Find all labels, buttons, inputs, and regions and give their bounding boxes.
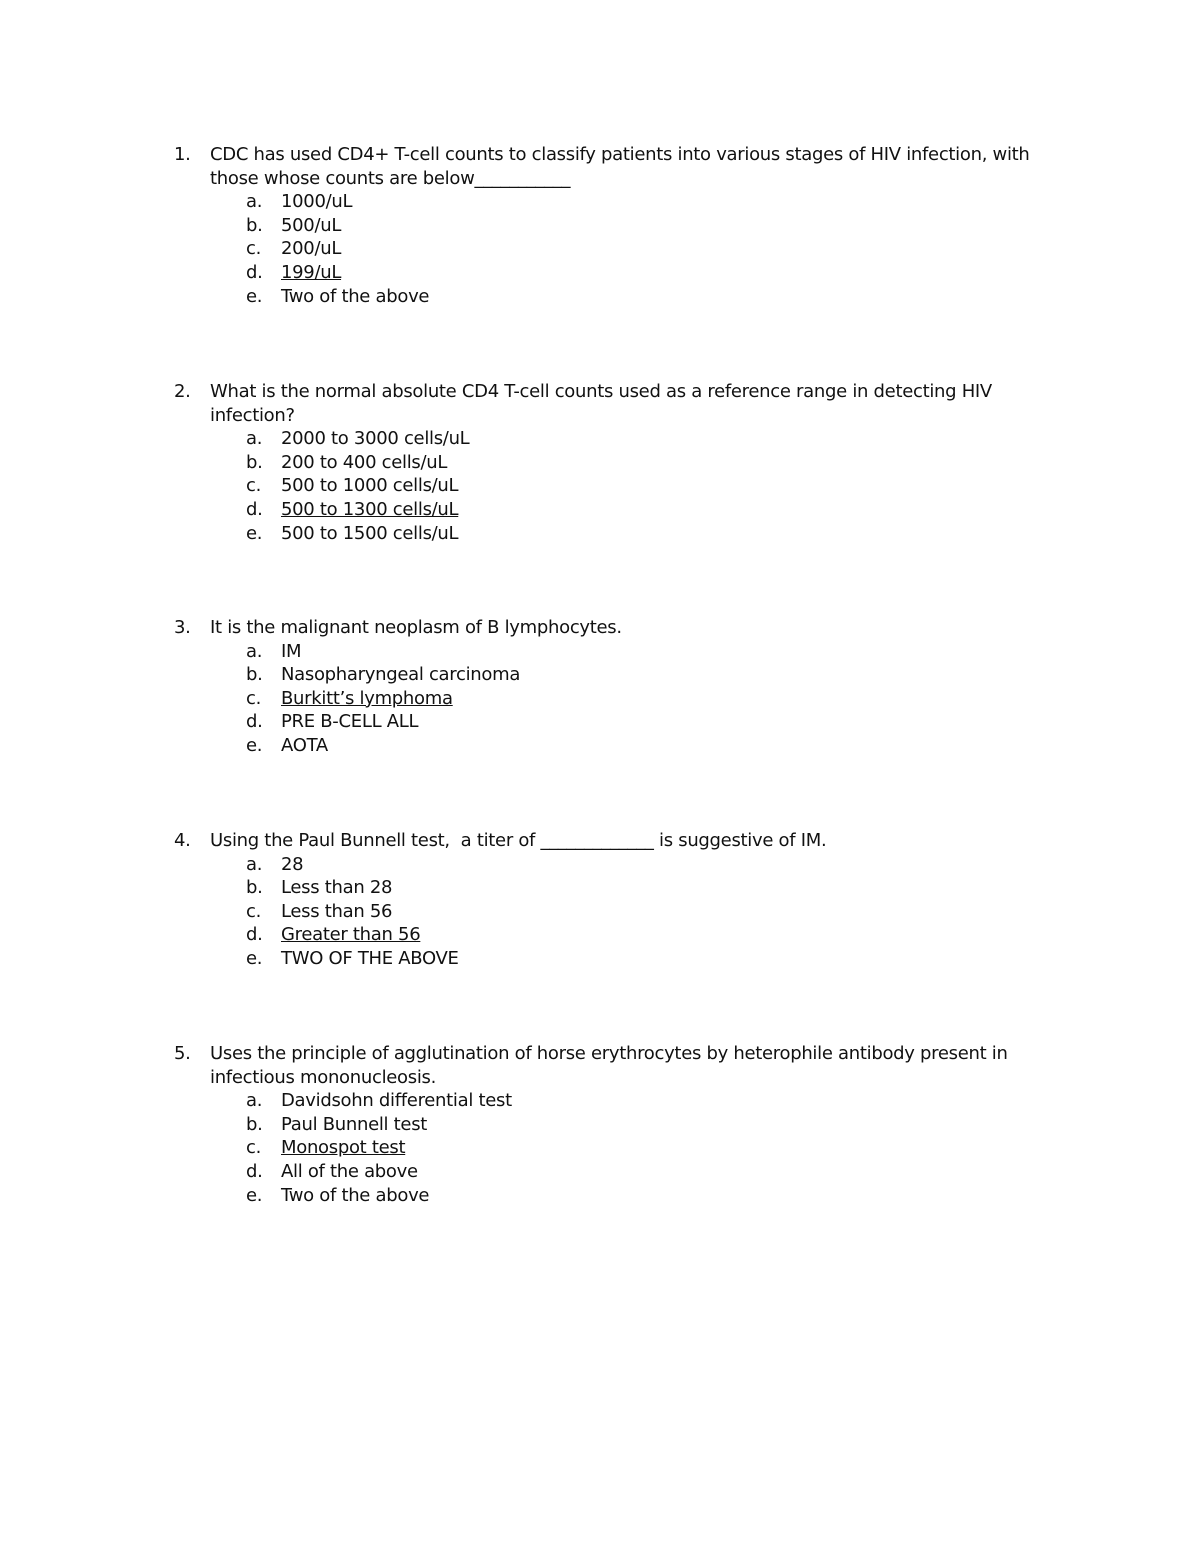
option-letter: b. — [246, 664, 263, 686]
option-list — [174, 190, 1044, 308]
option-text-answer: Monospot test — [281, 1137, 406, 1159]
option-a — [174, 853, 1044, 877]
option-c — [174, 237, 1044, 261]
option-letter: a. — [246, 853, 263, 875]
option-text: 500 to 1000 cells/uL — [281, 475, 459, 497]
option-letter: a. — [246, 428, 263, 450]
option-text: Less than 56 — [281, 900, 393, 922]
option-text-answer: 199/uL — [281, 261, 342, 283]
question-5 — [174, 1042, 1044, 1207]
option-text-answer: Greater than 56 — [281, 924, 421, 946]
question-stem — [174, 380, 1044, 427]
question-2 — [174, 380, 1044, 545]
question-stem — [174, 829, 1044, 853]
option-letter: b. — [246, 214, 263, 236]
option-text: 200/uL — [281, 238, 342, 260]
option-letter: e. — [246, 734, 263, 756]
option-a — [174, 427, 1044, 451]
option-letter: e. — [246, 522, 263, 544]
option-e — [174, 522, 1044, 546]
option-text: 28 — [281, 853, 304, 875]
option-text: 200 to 400 cells/uL — [281, 451, 448, 473]
option-e — [174, 947, 1044, 971]
option-text: Davidsohn differential test — [281, 1090, 512, 1112]
option-text: All of the above — [281, 1160, 418, 1182]
option-text: AOTA — [281, 734, 328, 756]
option-text: PRE B-CELL ALL — [281, 711, 419, 733]
question-4 — [174, 829, 1044, 971]
option-text: Two of the above — [281, 1184, 430, 1206]
option-text: 500/uL — [281, 214, 342, 236]
option-letter: e. — [246, 285, 263, 307]
option-text: TWO OF THE ABOVE — [281, 947, 459, 969]
option-letter: a. — [246, 191, 263, 213]
question-number: 3. — [174, 617, 191, 638]
option-letter: d. — [246, 498, 263, 520]
option-letter: d. — [246, 1160, 263, 1182]
question-number: 4. — [174, 830, 191, 851]
option-text: IM — [281, 640, 302, 662]
option-c — [174, 687, 1044, 711]
option-letter: d. — [246, 924, 263, 946]
question-number: 2. — [174, 381, 191, 402]
question-stem — [174, 143, 1044, 190]
option-e — [174, 285, 1044, 309]
question-stem — [174, 616, 1044, 640]
question-text: Uses the principle of agglutination of horse erythrocytes by heterophile antibody present in infectious mononucleosis. — [210, 1043, 1008, 1088]
option-letter: a. — [246, 1090, 263, 1112]
option-e — [174, 734, 1044, 758]
option-d — [174, 498, 1044, 522]
option-list — [174, 1089, 1044, 1207]
option-list — [174, 427, 1044, 545]
option-letter: c. — [246, 475, 262, 497]
question-text: What is the normal absolute CD4 T-cell counts used as a reference range in detecting HIV infection? — [210, 381, 992, 426]
option-c — [174, 1136, 1044, 1160]
option-b — [174, 663, 1044, 687]
option-text: Paul Bunnell test — [281, 1113, 428, 1135]
option-b — [174, 451, 1044, 475]
question-3 — [174, 616, 1044, 758]
option-c — [174, 900, 1044, 924]
option-text-answer: 500 to 1300 cells/uL — [281, 498, 459, 520]
option-letter: d. — [246, 711, 263, 733]
option-a — [174, 1089, 1044, 1113]
option-letter: b. — [246, 1113, 263, 1135]
question-number: 5. — [174, 1043, 191, 1064]
option-b — [174, 1113, 1044, 1137]
option-letter: b. — [246, 877, 263, 899]
option-a — [174, 640, 1044, 664]
question-text: Using the Paul Bunnell test, a titer of _____________ is suggestive of IM. — [210, 830, 827, 851]
question-stem — [174, 1042, 1044, 1089]
option-letter: e. — [246, 947, 263, 969]
option-b — [174, 876, 1044, 900]
option-letter: c. — [246, 238, 262, 260]
option-letter: d. — [246, 261, 263, 283]
question-text: It is the malignant neoplasm of B lymphocytes. — [210, 617, 622, 638]
option-letter: c. — [246, 900, 262, 922]
option-list — [174, 853, 1044, 971]
option-d — [174, 923, 1044, 947]
option-d — [174, 710, 1044, 734]
option-text-answer: Burkitt’s lymphoma — [281, 687, 453, 709]
option-letter: c. — [246, 1137, 262, 1159]
option-text: 2000 to 3000 cells/uL — [281, 428, 470, 450]
option-d — [174, 261, 1044, 285]
option-c — [174, 474, 1044, 498]
option-text: Less than 28 — [281, 877, 393, 899]
option-letter: e. — [246, 1184, 263, 1206]
option-text: 1000/uL — [281, 191, 353, 213]
option-letter: b. — [246, 451, 263, 473]
option-a — [174, 190, 1044, 214]
option-d — [174, 1160, 1044, 1184]
option-b — [174, 214, 1044, 238]
question-number: 1. — [174, 144, 191, 165]
option-text: Nasopharyngeal carcinoma — [281, 664, 521, 686]
option-letter: a. — [246, 640, 263, 662]
question-1 — [174, 143, 1044, 308]
option-text: Two of the above — [281, 285, 430, 307]
option-list — [174, 640, 1044, 758]
option-letter: c. — [246, 687, 262, 709]
option-e — [174, 1184, 1044, 1208]
option-text: 500 to 1500 cells/uL — [281, 522, 459, 544]
question-text: CDC has used CD4+ T-cell counts to classify patients into various stages of HIV infection, with those whose counts are below___________ — [210, 144, 1030, 189]
